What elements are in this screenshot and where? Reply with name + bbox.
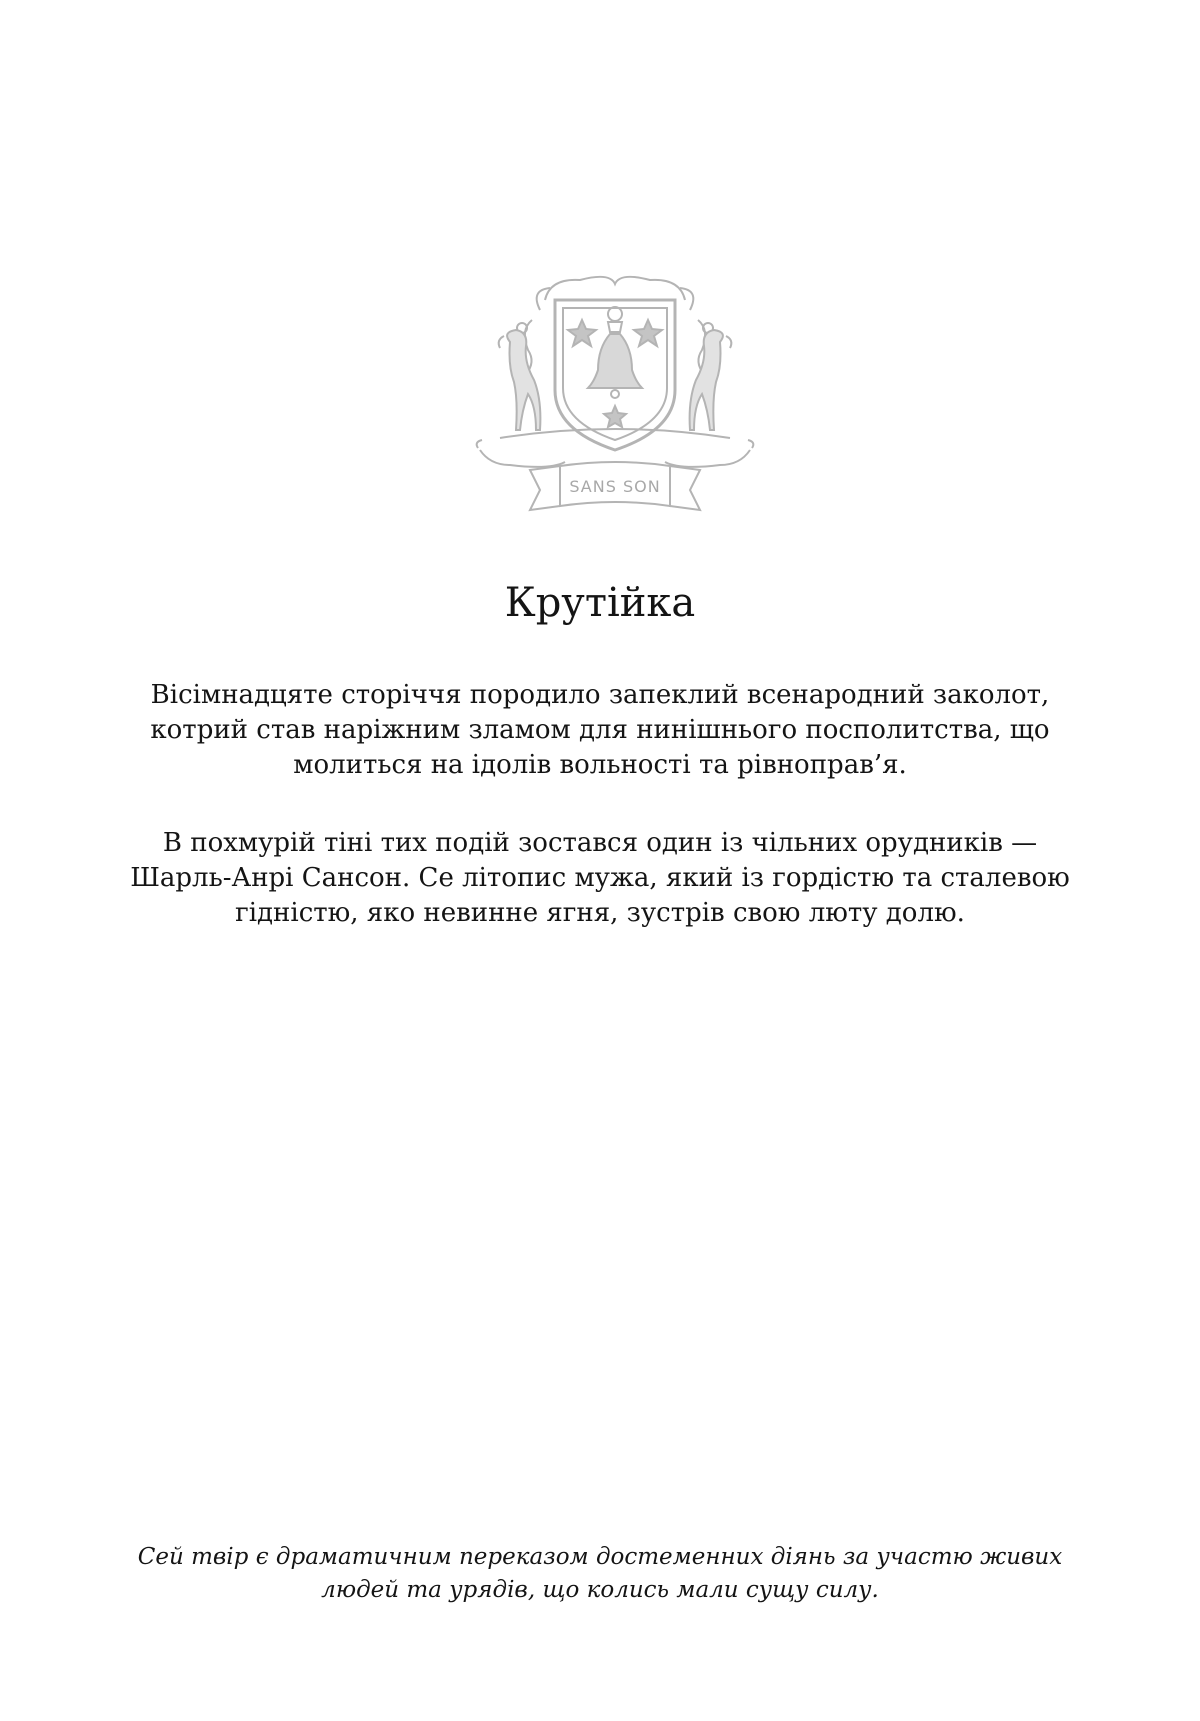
disclaimer-note: Сей твір є драматичним переказом достеменних діянь за участю живих людей та урядів, що колись мали сущу силу. — [137, 1544, 1063, 1603]
intro-paragraph: Вісімнадцяте сторіччя породило запеклий всенародний заколот, котрий став наріжним зламом для нинішнього посполитства, що молиться на ідолів вольності та рівноправ’я. — [150, 680, 1050, 780]
story-paragraph: В похмурій тіні тих подій зостався один із чільних орудників — Шарль-Анрі Сансон. Се літопис мужа, який із гордістю та сталевою гідністю, яко невинне ягня, зустрів свою люту долю. — [130, 828, 1070, 928]
crest-motto: SANS SON — [569, 477, 661, 496]
page-title: Крутійка — [504, 580, 696, 626]
coat-of-arms-icon — [470, 270, 760, 520]
